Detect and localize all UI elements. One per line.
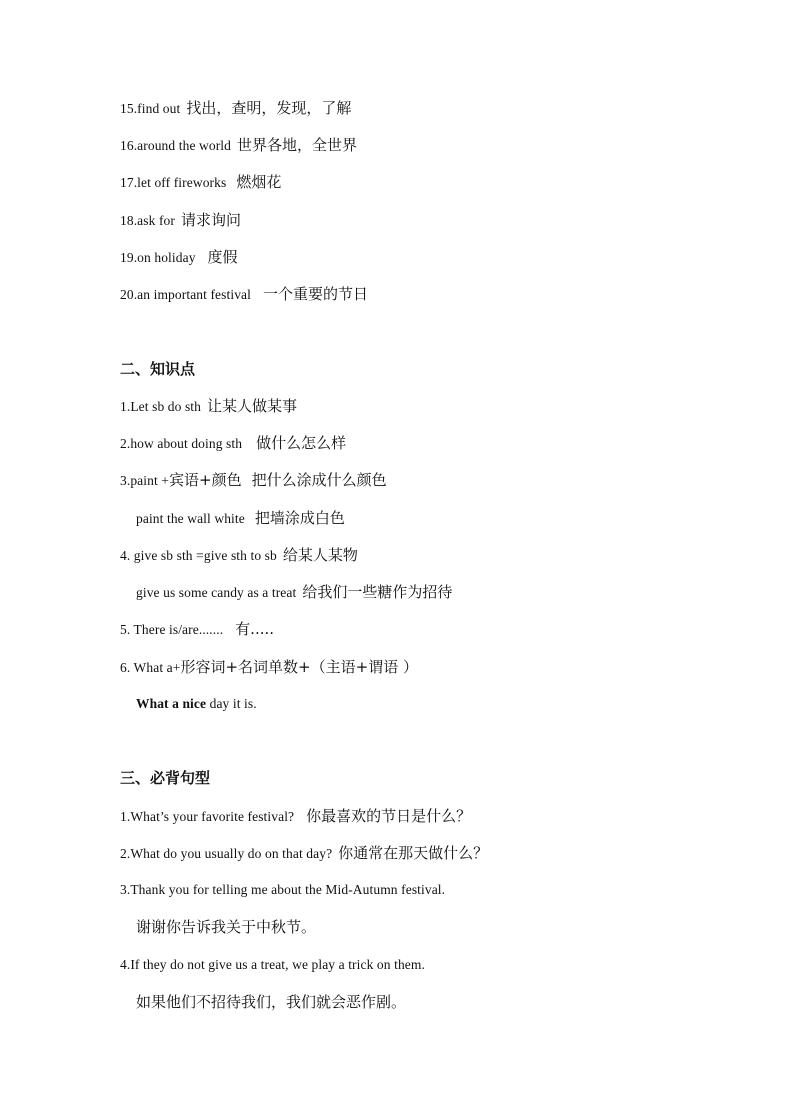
sentence-item-4: 4.If they do not give us a treat, we play a trick on them.	[120, 957, 425, 972]
knowledge-item-5: 5. There is/are....... 有.....	[120, 620, 275, 638]
knowledge-item-2: 2.how about doing sth 做什么怎么样	[120, 434, 347, 452]
knowledge-item-4: 4. give sb sth =give sth to sb 给某人某物	[120, 546, 358, 564]
sentence-item-1: 1.What’s your favorite festival? 你最喜欢的节日是什么？	[120, 807, 472, 825]
knowledge-item-1: 1.Let sb do sth 让某人做某事	[120, 397, 298, 415]
knowledge-item-6: 6. What a+形容词+名词单数+（主语+谓语 ）	[120, 658, 418, 676]
vocab-item-15: 15.find out 找出，查明，发现，了解	[120, 99, 352, 117]
vocab-item-19: 19.on holiday 度假	[120, 248, 238, 266]
knowledge-example-6: What a nice day it is.	[136, 696, 257, 711]
sentence-item-3: 3.Thank you for telling me about the Mid-Autumn festival.	[120, 882, 446, 897]
knowledge-item-3: 3.paint +宾语+颜色 把什么涂成什么颜色	[120, 471, 387, 489]
section-heading-knowledge: 二、知识点	[120, 360, 196, 378]
sentence-item-2: 2.What do you usually do on that day? 你通常在那天做什么？	[120, 844, 489, 862]
knowledge-example-3: paint the wall white 把墙涂成白色	[136, 509, 345, 527]
sentence-translation-3: 谢谢你告诉我关于中秋节。	[136, 918, 317, 936]
vocab-item-16: 16.around the world 世界各地，全世界	[120, 136, 358, 154]
vocab-item-17: 17.let off fireworks 燃烟花	[120, 173, 282, 191]
sentence-translation-4: 如果他们不招待我们，我们就会恶作剧。	[136, 993, 407, 1011]
knowledge-example-4: give us some candy as a treat 给我们一些糖作为招待	[136, 583, 453, 601]
vocab-item-20: 20.an important festival 一个重要的节日	[120, 285, 369, 303]
vocab-item-18: 18.ask for 请求询问	[120, 211, 242, 229]
section-heading-sentences: 三、必背句型	[120, 769, 211, 787]
